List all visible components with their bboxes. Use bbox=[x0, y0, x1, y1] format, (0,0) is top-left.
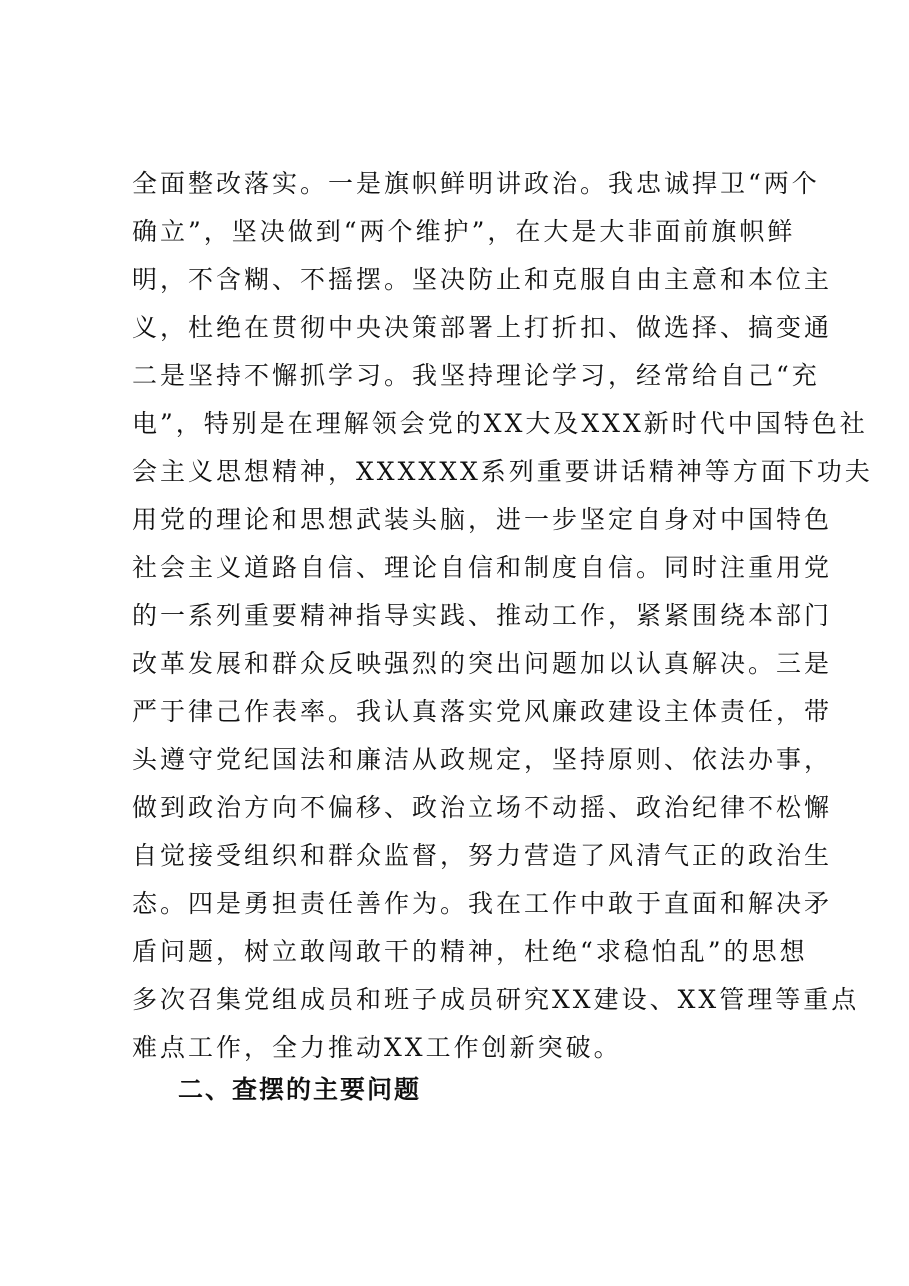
paragraph-line: 改革发展和群众反映强烈的突出问题加以认真解决。三是 bbox=[132, 649, 833, 678]
paragraph-line: 义，杜绝在贯彻中央决策部署上打折扣、做选择、搞变通 bbox=[132, 313, 833, 342]
section-heading: 二、查摆的主要问题 bbox=[178, 1075, 422, 1104]
body-paragraph bbox=[132, 160, 873, 1072]
paragraph-line: 会主义思想精神，XXXXXX系列重要讲话精神等方面下功夫 bbox=[132, 457, 873, 486]
paragraph-line: 严于律己作表率。我认真落实党风廉政建设主体责任，带 bbox=[132, 697, 833, 726]
paragraph-line: 全面整改落实。一是旗帜鲜明讲政治。我忠诚捍卫“两个 bbox=[132, 169, 820, 198]
paragraph-line: 头遵守党纪国法和廉洁从政规定，坚持原则、依法办事， bbox=[132, 745, 833, 774]
paragraph-line: 做到政治方向不偏移、政治立场不动摇、政治纪律不松懈 bbox=[132, 793, 833, 822]
paragraph-line: 难点工作，全力推动XX工作创新突破。 bbox=[132, 1033, 622, 1062]
paragraph-line: 态。四是勇担责任善作为。我在工作中敢于直面和解决矛 bbox=[132, 889, 833, 918]
paragraph-line: 自觉接受组织和群众监督，努力营造了风清气正的政治生 bbox=[132, 841, 833, 870]
paragraph-line: 多次召集党组成员和班子成员研究XX建设、XX管理等重点 bbox=[132, 985, 860, 1014]
paragraph-line: 社会主义道路自信、理论自信和制度自信。同时注重用党 bbox=[132, 553, 833, 582]
paragraph-line: 明，不含糊、不摇摆。坚决防止和克服自由主意和本位主 bbox=[132, 265, 833, 294]
paragraph-line: 二是坚持不懈抓学习。我坚持理论学习，经常给自己“充 bbox=[132, 361, 820, 390]
paragraph-line: 用党的理论和思想武装头脑，进一步坚定自身对中国特色 bbox=[132, 505, 833, 534]
paragraph-line: 电”，特别是在理解领会党的XX大及XXX新时代中国特色社 bbox=[132, 409, 868, 438]
paragraph-line: 确立”，坚决做到“两个维护”，在大是大非面前旗帜鲜 bbox=[132, 217, 796, 246]
paragraph-line: 盾问题，树立敢闯敢干的精神，杜绝“求稳怕乱”的思想 bbox=[132, 937, 808, 966]
paragraph-line: 的一系列重要精神指导实践、推动工作，紧紧围绕本部门 bbox=[132, 601, 833, 630]
